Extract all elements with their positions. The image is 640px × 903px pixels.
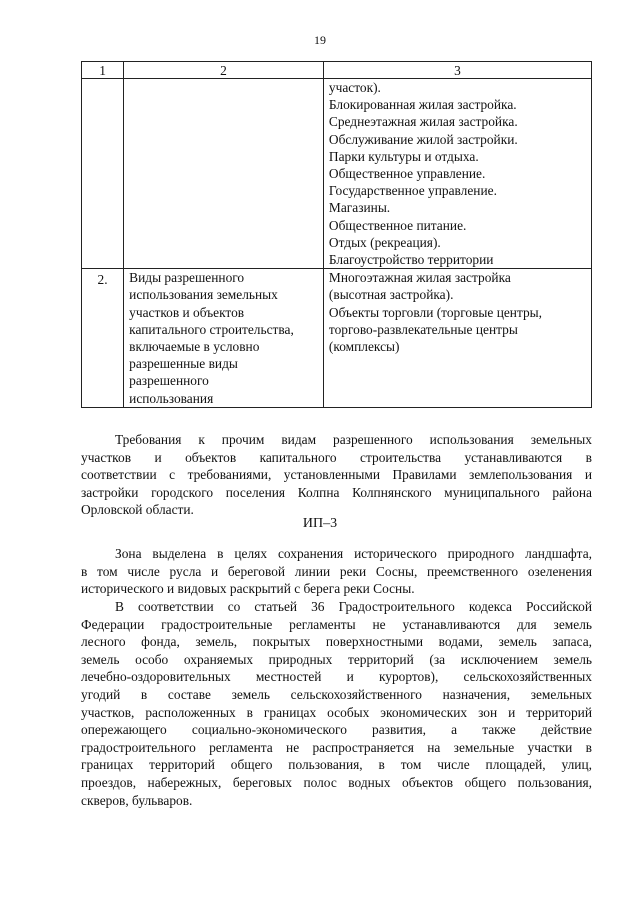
permitted-use-line: Блокированная жилая застройка. <box>328 97 517 113</box>
table-header-col1: 1 <box>82 62 124 79</box>
permitted-uses-cell <box>323 269 591 408</box>
paragraph-line: исторического и видовых раскрытий с берега реки Сосны. <box>81 581 415 597</box>
row-number-cell: 2. <box>82 269 124 408</box>
paragraph-line: участков, расположенных в границах особых экономических зон и территорий <box>81 704 592 720</box>
paragraph-line: опережающего социально-экономического развития, а также действие <box>81 722 592 738</box>
use-type-cell <box>124 79 324 269</box>
table-row <box>82 269 592 408</box>
permitted-use-line: Государственное управление. <box>328 183 497 199</box>
permitted-use-line: Благоустройство территории <box>328 252 494 268</box>
permitted-use-line: Общественное питание. <box>328 217 467 233</box>
permitted-use-line: Многоэтажная жилая застройка <box>328 270 511 286</box>
paragraph-line: участков и объектов капитального строительства устанавливаются в <box>81 449 592 465</box>
paragraph-line: скверов, бульваров. <box>81 792 193 808</box>
table-header-col3: 3 <box>323 62 591 79</box>
paragraph-line: Требования к прочим видам разрешенного использования земельных <box>115 432 592 447</box>
permitted-use-line: Отдых (рекреация). <box>328 234 441 250</box>
paragraph-line: Зона выделена в целях сохранения исторического природного ландшафта, <box>115 546 592 561</box>
paragraph-line: В соответствии со статьей 36 Градостроительного кодекса Российской <box>115 599 592 614</box>
page-number: 19 <box>314 33 326 47</box>
zone-heading: ИП–3 <box>302 516 338 531</box>
use-type-line: разрешенного <box>129 373 209 389</box>
zoning-table <box>81 61 592 408</box>
zone-description-paragraph <box>81 545 592 598</box>
permitted-use-line: торгово-развлекательные центры <box>328 321 518 337</box>
use-type-line: включаемые в условно <box>129 339 260 355</box>
paragraph-line: границах территорий общего пользования, в том числе площадей, улиц, <box>81 757 592 773</box>
permitted-use-line: Среднеэтажная жилая застройка. <box>328 114 518 130</box>
permitted-use-line: Объекты торговли (торговые центры, <box>328 304 543 320</box>
paragraph-line: Орловской области. <box>81 502 194 518</box>
table-header-row <box>82 62 592 79</box>
paragraph-line: Федерации градостроительные регламенты не устанавливаются для земель <box>81 616 592 632</box>
paragraph-line: земель особо охраняемых природных территорий (за исключением земель <box>81 651 592 667</box>
use-type-line: капитального строительства, <box>129 321 294 337</box>
permitted-uses-cell <box>323 79 591 269</box>
permitted-use-line: (высотная застройка). <box>328 287 454 303</box>
use-type-line: участков и объектов <box>129 304 245 320</box>
permitted-use-line: Парки культуры и отдыха. <box>328 148 479 164</box>
regulations-paragraph <box>81 598 592 809</box>
use-type-cell <box>124 269 324 408</box>
table-body <box>82 79 592 408</box>
use-type-line: разрешенные виды <box>129 356 238 372</box>
use-type-line: Виды разрешенного <box>129 270 245 286</box>
table-header-col2: 2 <box>124 62 324 79</box>
use-type-line: использования <box>129 390 214 406</box>
use-type-line: использования земельных <box>129 287 278 303</box>
paragraph-line: проездов, набережных, береговых полос водных объектов общего пользования, <box>81 774 592 790</box>
paragraph-line: соответствии с требованиями, установленными Правилами землепользования и <box>81 467 592 483</box>
permitted-use-line: Магазины. <box>328 200 391 216</box>
paragraph-line: градостроительного регламента не распространяется на земельные участки в <box>81 739 592 755</box>
row-number-cell <box>82 79 124 269</box>
permitted-use-line: участок). <box>328 80 381 95</box>
paragraph-line: застройки городского поселения Колпна Колпнянского муниципального района <box>81 484 592 500</box>
requirements-paragraph <box>81 431 592 519</box>
table-row <box>82 79 592 269</box>
paragraph-line: лечебно-оздоровительных местностей и курортов), сельскохозяйственных <box>81 669 592 685</box>
permitted-use-line: (комплексы) <box>328 339 400 355</box>
paragraph-line: лесного фонда, земель, покрытых поверхностными водами, земель запаса, <box>81 634 592 650</box>
permitted-use-line: Общественное управление. <box>328 166 486 182</box>
permitted-use-line: Обслуживание жилой застройки. <box>328 131 518 147</box>
paragraph-line: в том числе русла и береговой линии реки Сосны, преемственного озеленения <box>81 563 592 579</box>
paragraph-line: угодий в составе земель сельскохозяйственного назначения, земельных <box>81 686 592 702</box>
